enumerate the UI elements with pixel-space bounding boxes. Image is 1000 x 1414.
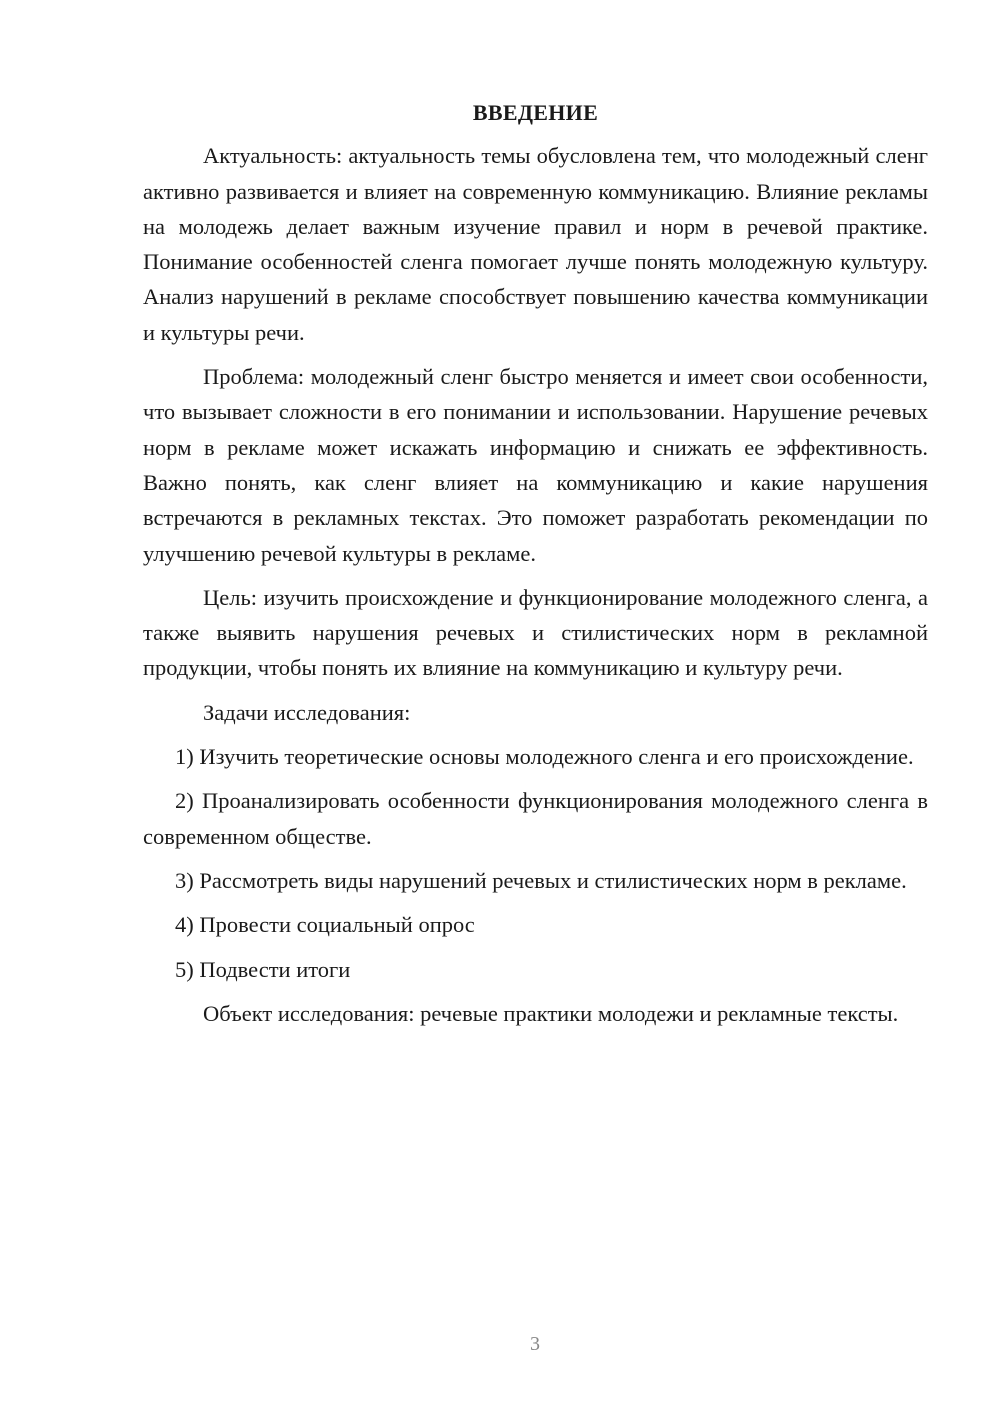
- task-item-1: 1) Изучить теоретические основы молодежного сленга и его происхождение.: [175, 744, 914, 770]
- task-item-2: 2) Проанализировать особенности функционирования молодежного сленга в современном обществе.: [143, 788, 928, 849]
- document-body: [143, 95, 928, 1040]
- paragraph-goal: Цель: изучить происхождение и функционирование молодежного сленга, а также выявить нарушения речевых и стилистических норм в рекламной продукции, чтобы понять их влияние на коммуникацию и культуру речи.: [143, 584, 928, 681]
- section-heading: ВВЕДЕНИЕ: [472, 100, 599, 125]
- task-item-4: 4) Провести социальный опрос: [175, 912, 475, 938]
- paragraph-object: Объект исследования: речевые практики молодежи и рекламные тексты.: [203, 1000, 899, 1026]
- task-item-5: 5) Подвести итоги: [175, 956, 351, 982]
- tasks-heading: Задачи исследования:: [203, 699, 411, 725]
- task-item-3: 3) Рассмотреть виды нарушений речевых и стилистических норм в рекламе.: [175, 867, 907, 893]
- paragraph-relevance: Актуальность: актуальность темы обусловлена тем, что молодежный сленг активно развивается и влияет на современную коммуникацию. Влияние рекламы на молодежь делает важным изучение правил и норм в речевой практике. Понимание особенностей сленга помогает лучше понять молодежную культуру. Анализ нарушений в рекламе способствует повышению качества коммуникации и культуры речи.: [143, 143, 928, 345]
- page-number: 3: [530, 1333, 540, 1355]
- paragraph-problem: Проблема: молодежный сленг быстро меняется и имеет свои особенности, что вызывает сложности в его понимании и использовании. Нарушение речевых норм в рекламе может искажать информацию и снижать ее эффективность. Важно понять, как сленг влияет на коммуникацию и какие нарушения встречаются в рекламных текстах. Это поможет разработать рекомендации по улучшению речевой культуры в рекламе.: [143, 364, 928, 566]
